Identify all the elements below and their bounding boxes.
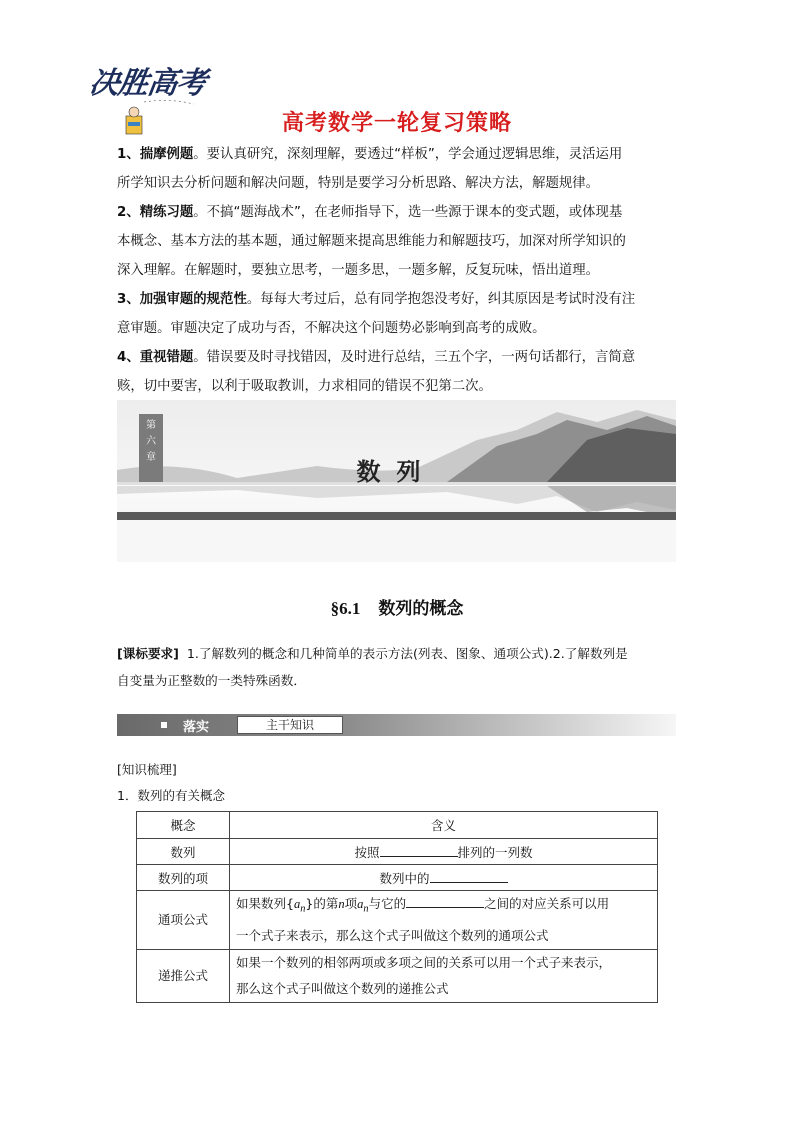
page-title: 高考数学一轮复习策略 — [281, 111, 512, 136]
requirements-text: 1.了解数列的概念和几种简单的表示方法(列表、图象、通项公式).2.了解数列是 — [186, 646, 628, 661]
strategy-text: 。不搞“题海战术”，在老师指导下，选一些源于课本的变式题，或体现基 — [193, 205, 623, 220]
table-header: 含义 — [230, 812, 658, 839]
section-bar — [117, 714, 676, 736]
table-term: 通项公式 — [137, 891, 230, 950]
meaning-text: 排列的一列数 — [457, 844, 533, 860]
meaning-text: 如果一个数列的相邻两项或多项之间的关系可以用一个式子来表示， — [236, 954, 612, 970]
chapter-title: 数列 — [356, 458, 437, 486]
square-bullet-icon — [161, 722, 167, 728]
section-number: §6.1 — [330, 599, 361, 618]
item-heading: 1．数列的有关概念 — [117, 788, 225, 803]
meaning-text: 一个式子来表示，那么这个式子叫做这个数列的通项公式 — [236, 927, 549, 943]
table-header-row — [137, 812, 658, 839]
section-title — [0, 594, 794, 619]
strategy-item-1 — [117, 140, 677, 198]
fill-blank — [406, 895, 484, 908]
chapter-tag-char: 六 — [146, 436, 156, 447]
math-var: a — [357, 897, 364, 911]
strategy-text: 深入理解。在解题时，要独立思考，一题多思，一题多解，反复玩味，悟出道理。 — [117, 263, 600, 278]
curriculum-requirements — [117, 640, 679, 694]
table-row — [137, 891, 658, 950]
knowledge-heading: [知识梳理] — [117, 762, 177, 777]
table-meaning — [230, 949, 658, 1002]
strategy-label: 2、精练习题 — [117, 205, 194, 220]
table-meaning — [230, 865, 658, 891]
chapter-banner — [117, 400, 676, 562]
meaning-text: 项 — [344, 896, 358, 911]
strategy-label: 3、加强审题的规范性 — [117, 292, 247, 307]
math-sub: n — [300, 903, 306, 915]
concept-table — [136, 811, 658, 1003]
strategy-text: 意审题。审题决定了成功与否，不解决这个问题势必影响到高考的成败。 — [117, 321, 546, 336]
table-row — [137, 949, 658, 1002]
table-header: 概念 — [137, 812, 230, 839]
meaning-text: 与它的 — [368, 896, 407, 911]
bar-label: 落实 — [183, 720, 210, 735]
meaning-text: 之间的对应关系可以用 — [484, 896, 610, 911]
bar-tag: 主干知识 — [237, 716, 343, 734]
strategy-item-4 — [117, 343, 677, 401]
strategy-label: 1、揣摩例题 — [117, 147, 194, 162]
strategy-text: 赅，切中要害，以利于吸取教训，力求相同的错误不犯第二次。 — [117, 379, 492, 394]
strategy-text: 。错误要及时寻找错因，及时进行总结，三五个字，一两句话都行，言简意 — [193, 350, 636, 365]
table-term: 递推公式 — [137, 949, 230, 1002]
meaning-text: 那么这个式子叫做这个数列的递推公式 — [236, 980, 449, 996]
table-row — [137, 865, 658, 891]
math-var: a — [293, 897, 301, 911]
section-name: 数列的概念 — [378, 599, 464, 619]
math-sub: n — [363, 903, 369, 915]
strategy-text: 本概念、基本方法的基本题，通过解题来提高思维能力和解题技巧，加深对所学知识的 — [117, 234, 626, 249]
fill-blank — [380, 844, 458, 857]
chapter-tag-char: 章 — [146, 452, 156, 463]
strategy-text: 。每每大考过后，总有同学抱怨没考好，纠其原因是考试时没有注 — [246, 292, 636, 307]
table-meaning — [230, 891, 658, 950]
requirements-text: 自变量为正整数的一类特殊函数． — [117, 673, 306, 688]
strategy-item-3 — [117, 285, 677, 343]
chapter-tag-char: 第 — [146, 420, 156, 431]
meaning-text: 如果数列{ — [236, 896, 294, 911]
logo-text: 决胜高考 — [87, 66, 208, 101]
strategy-label: 4、重视错题 — [117, 350, 194, 365]
strategy-text: 所学知识去分析问题和解决问题，特别是要学习分析思路、解决方法，解题规律。 — [117, 176, 600, 191]
table-meaning — [230, 839, 658, 865]
strategy-text: 。要认真研究，深刻理解，要透过“样板”，学会通过逻辑思维，灵活运用 — [193, 147, 623, 162]
math-var: n — [338, 897, 345, 911]
meaning-text: 数列中的 — [379, 870, 430, 886]
table-term: 数列 — [137, 839, 230, 865]
strategy-item-2 — [117, 198, 677, 285]
meaning-text: }的第 — [305, 896, 339, 911]
table-row — [137, 839, 658, 865]
fill-blank — [430, 870, 508, 883]
requirements-label: [课标要求] — [117, 646, 179, 661]
meaning-text: 按照 — [354, 844, 380, 860]
table-term: 数列的项 — [137, 865, 230, 891]
